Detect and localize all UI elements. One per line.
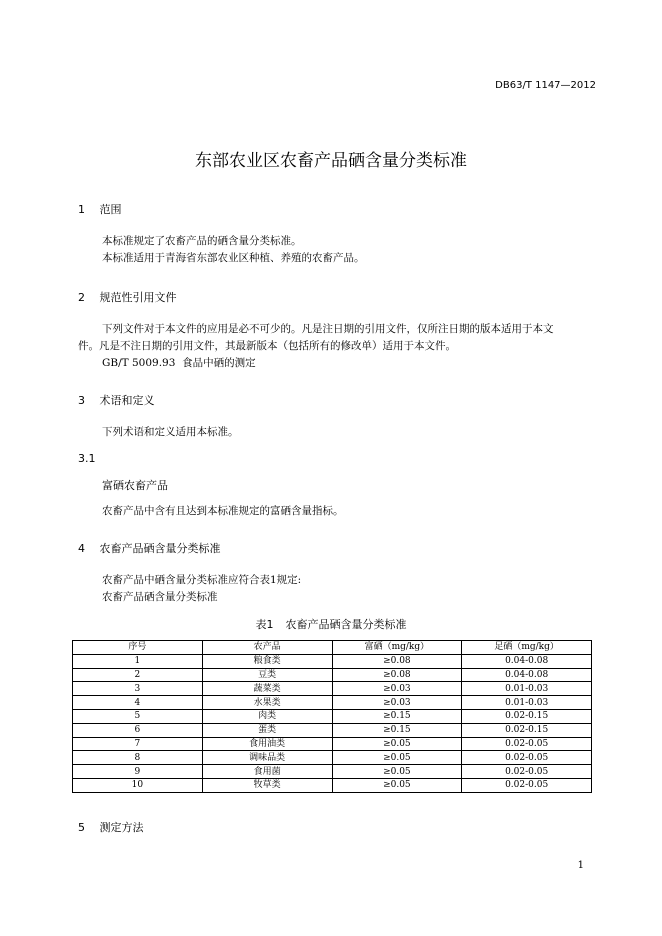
cell-sufficient: 0.02-0.05 [462,765,592,779]
cell-product: 蛋类 [202,723,332,737]
table-row [73,709,592,723]
table-row [73,654,592,668]
table-row [73,737,592,751]
section-4-para-2: 农畜产品硒含量分类标准 [102,591,218,603]
cell-rich: ≥0.08 [332,654,462,668]
table-caption [0,616,662,632]
cell-product: 食用油类 [202,737,332,751]
section-number: 1 [78,203,85,216]
table-header-row [73,641,592,655]
cell-sufficient: 0.01-0.03 [462,696,592,710]
cell-serial: 2 [73,668,203,682]
subsection-number: 3.1 [78,452,96,465]
cell-serial: 7 [73,737,203,751]
header-selenium-rich: 富硒（mg/kg） [332,641,462,655]
cell-product: 调味品类 [202,751,332,765]
cell-rich: ≥0.15 [332,723,462,737]
cell-serial: 3 [73,682,203,696]
cell-serial: 5 [73,709,203,723]
page-number: 1 [577,860,584,871]
cell-sufficient: 0.01-0.03 [462,682,592,696]
cell-sufficient: 0.02-0.15 [462,709,592,723]
section-1-para-2: 本标准适用于青海省东部农业区种植、养殖的农畜产品。 [102,252,365,264]
section-1-para-1: 本标准规定了农畜产品的硒含量分类标准。 [102,235,302,247]
cell-rich: ≥0.08 [332,668,462,682]
section-2-para-line-1: 下列文件对于本文件的应用是必不可少的。凡是注日期的引用文件，仅所注日期的版本适用于本文 [102,323,554,335]
table-row [73,696,592,710]
cell-sufficient: 0.02-0.05 [462,737,592,751]
section-number: 3 [78,394,85,407]
section-number: 4 [78,542,85,555]
document-code: DB63/T 1147—2012 [495,80,596,91]
cell-rich: ≥0.05 [332,778,462,792]
section-title: 规范性引用文件 [99,291,177,304]
table-row [73,765,592,779]
cell-product: 食用菌 [202,765,332,779]
section-title: 术语和定义 [99,394,155,407]
cell-serial: 9 [73,765,203,779]
cell-product: 豆类 [202,668,332,682]
header-product: 农产品 [202,641,332,655]
cell-product: 牧草类 [202,778,332,792]
header-selenium-sufficient: 足硒（mg/kg） [462,641,592,655]
header-serial-number: 序号 [73,641,203,655]
section-number: 5 [78,821,85,834]
table-caption-text: 农畜产品硒含量分类标准 [285,618,407,631]
section-4-para-1: 农畜产品中硒含量分类标准应符合表1规定: [102,574,302,586]
table-row [73,751,592,765]
cell-product: 粮食类 [202,654,332,668]
section-3-para-1: 下列术语和定义适用本标准。 [102,426,239,438]
cell-sufficient: 0.02-0.05 [462,751,592,765]
term-definition: 农畜产品中含有且达到本标准规定的富硒含量指标。 [102,505,344,517]
cell-serial: 4 [73,696,203,710]
section-number: 2 [78,291,85,304]
section-5-heading [78,819,144,835]
cell-product: 蔬菜类 [202,682,332,696]
cell-serial: 6 [73,723,203,737]
selenium-classification-table [72,640,592,793]
cell-rich: ≥0.05 [332,751,462,765]
section-2-heading [78,289,177,305]
table-row [73,778,592,792]
cell-rich: ≥0.05 [332,765,462,779]
cell-rich: ≥0.03 [332,682,462,696]
cell-rich: ≥0.15 [332,709,462,723]
cell-serial: 8 [73,751,203,765]
section-title: 测定方法 [99,821,144,834]
cell-rich: ≥0.03 [332,696,462,710]
term-heading: 富硒农畜产品 [102,479,168,492]
table-caption-number: 表1 [255,618,274,631]
cell-sufficient: 0.04-0.08 [462,668,592,682]
section-title: 范围 [99,203,122,216]
section-title: 农畜产品硒含量分类标准 [99,542,221,555]
cell-sufficient: 0.04-0.08 [462,654,592,668]
section-2-para-line-2: 件。凡是不注日期的引用文件，其最新版本（包括所有的修改单）适用于本文件。 [78,340,456,352]
cell-sufficient: 0.02-0.15 [462,723,592,737]
cell-rich: ≥0.05 [332,737,462,751]
table-row [73,682,592,696]
document-title: 东部农业区农畜产品硒含量分类标准 [195,151,467,171]
table-row [73,668,592,682]
cell-serial: 10 [73,778,203,792]
section-1-heading [78,201,122,217]
cell-product: 肉类 [202,709,332,723]
section-3-heading [78,392,155,408]
table-row [73,723,592,737]
normative-reference: GB/T 5009.93 食品中硒的测定 [102,357,256,369]
cell-serial: 1 [73,654,203,668]
cell-product: 水果类 [202,696,332,710]
section-4-heading [78,540,221,556]
cell-sufficient: 0.02-0.05 [462,778,592,792]
